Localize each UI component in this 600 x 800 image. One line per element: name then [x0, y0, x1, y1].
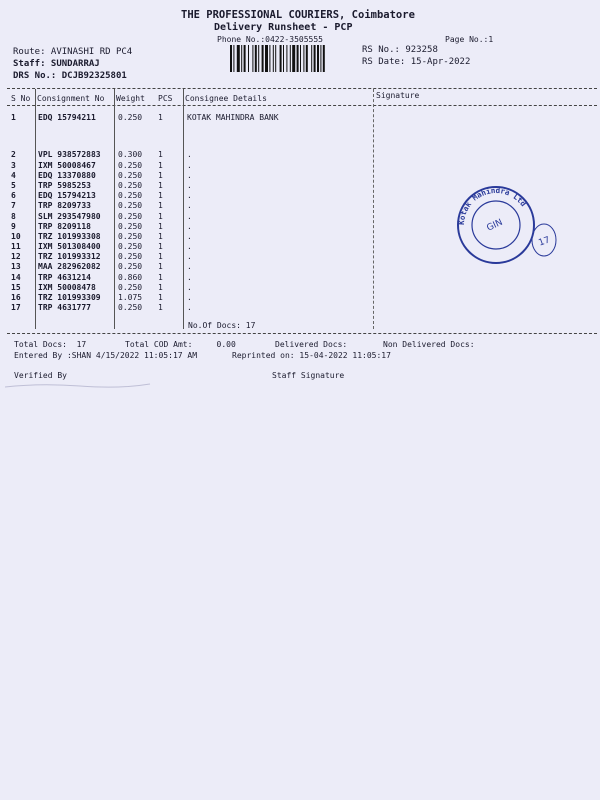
- row-consignment-no: TRP 4631214: [38, 273, 91, 282]
- row-weight: 0.860: [118, 273, 143, 282]
- no-of-docs: No.Of Docs: 17: [188, 321, 256, 330]
- row-pcs: 1: [158, 273, 163, 282]
- table-row: [0, 150, 600, 160]
- staff-name: Staff: SUNDARRAJ: [13, 59, 100, 69]
- row-pcs: 1: [158, 303, 163, 312]
- row-pcs: 1: [158, 252, 163, 261]
- non-delivered-docs: Non Delivered Docs:: [383, 340, 475, 349]
- svg-text:Kotak Mahindra Ltd: [457, 186, 528, 225]
- row-sno: 2: [11, 150, 16, 159]
- row-sno: 5: [11, 181, 16, 190]
- page-number: Page No.:1: [445, 35, 494, 44]
- row-sno: 7: [11, 201, 16, 210]
- row-consignee: KOTAK MAHINDRA BANK: [187, 113, 279, 122]
- route: Route: AVINASHI RD PC4: [13, 47, 133, 57]
- bank-stamp: [452, 182, 562, 272]
- row-consignee: .: [187, 252, 192, 261]
- row-consignee: .: [187, 283, 192, 292]
- row-sno: 15: [11, 283, 21, 292]
- row-consignee: .: [187, 150, 192, 159]
- row-consignment-no: TRP 4631777: [38, 303, 91, 312]
- row-consignment-no: IXM 50008478: [38, 283, 96, 292]
- row-sno: 13: [11, 262, 21, 271]
- stamp-count: 17: [537, 235, 552, 249]
- row-sno: 16: [11, 293, 21, 302]
- row-weight: 0.250: [118, 201, 143, 210]
- row-weight: 0.250: [118, 181, 143, 190]
- row-consignee: .: [187, 232, 192, 241]
- row-sno: 3: [11, 161, 16, 170]
- delivered-docs: Delivered Docs:: [275, 340, 348, 349]
- row-sno: 12: [11, 252, 21, 261]
- header-bottom-rule: [7, 105, 597, 106]
- row-weight: 0.250: [118, 222, 143, 231]
- row-sno: 4: [11, 171, 16, 180]
- row-pcs: 1: [158, 212, 163, 221]
- row-pcs: 1: [158, 150, 163, 159]
- row-consignment-no: TRZ 101993309: [38, 293, 101, 302]
- row-pcs: 1: [158, 232, 163, 241]
- drs-number: DRS No.: DCJB92325801: [13, 71, 127, 81]
- row-sno: 14: [11, 273, 21, 282]
- table-row: [0, 171, 600, 181]
- row-pcs: 1: [158, 171, 163, 180]
- row-weight: 0.250: [118, 242, 143, 251]
- table-row: [0, 161, 600, 171]
- table-row: [0, 293, 600, 303]
- reprinted-on: Reprinted on: 15-04-2022 11:05:17: [232, 351, 391, 360]
- row-consignment-no: MAA 282962082: [38, 262, 101, 271]
- header-top-rule: [7, 88, 597, 89]
- table-row: [0, 283, 600, 293]
- row-consignment-no: EDQ 15794211: [38, 113, 96, 122]
- row-consignment-no: TRP 8209733: [38, 201, 91, 210]
- column-pcs: PCS: [158, 94, 173, 103]
- row-weight: 0.250: [118, 252, 143, 261]
- row-consignee: .: [187, 242, 192, 251]
- document-title: Delivery Runsheet - PCP: [214, 22, 353, 33]
- row-consignee: .: [187, 293, 192, 302]
- column-sno: S No: [11, 94, 31, 103]
- row-pcs: 1: [158, 262, 163, 271]
- column-consignee: Consignee Details: [185, 94, 267, 103]
- scan-smudge: [0, 375, 600, 405]
- row-sno: 9: [11, 222, 16, 231]
- row-pcs: 1: [158, 113, 163, 122]
- total-cod-amount: Total COD Amt: 0.00: [125, 340, 236, 349]
- row-sno: 10: [11, 232, 21, 241]
- row-sno: 6: [11, 191, 16, 200]
- barcode: [230, 45, 356, 72]
- row-consignment-no: VPL 938572883: [38, 150, 101, 159]
- table-row: [0, 303, 600, 313]
- row-pcs: 1: [158, 181, 163, 190]
- table-row: [0, 113, 600, 123]
- row-consignment-no: TRP 5985253: [38, 181, 91, 190]
- row-weight: 0.250: [118, 283, 143, 292]
- row-consignee: .: [187, 191, 192, 200]
- row-pcs: 1: [158, 201, 163, 210]
- row-weight: 0.250: [118, 303, 143, 312]
- row-sno: 1: [11, 113, 16, 122]
- row-consignment-no: EDQ 13370880: [38, 171, 96, 180]
- row-consignment-no: IXM 50008467: [38, 161, 96, 170]
- row-pcs: 1: [158, 191, 163, 200]
- row-pcs: 1: [158, 242, 163, 251]
- row-sno: 11: [11, 242, 21, 251]
- column-signature: Signature: [376, 91, 420, 100]
- table-bottom-rule: [7, 333, 597, 334]
- row-consignee: .: [187, 212, 192, 221]
- row-consignee: .: [187, 262, 192, 271]
- row-pcs: 1: [158, 283, 163, 292]
- company-name: THE PROFESSIONAL COURIERS, Coimbatore: [181, 9, 415, 21]
- row-consignee: .: [187, 171, 192, 180]
- row-consignment-no: SLM 293547980: [38, 212, 101, 221]
- rs-date: RS Date: 15-Apr-2022: [362, 57, 471, 67]
- stamp-text: Kotak Mahindra Ltd: [456, 185, 529, 226]
- row-pcs: 1: [158, 222, 163, 231]
- row-weight: 0.250: [118, 262, 143, 271]
- row-sno: 8: [11, 212, 16, 221]
- row-consignee: .: [187, 161, 192, 170]
- row-consignment-no: EDQ 15794213: [38, 191, 96, 200]
- rs-number: RS No.: 923258: [362, 45, 438, 55]
- staff-signature: Staff Signature: [272, 371, 345, 380]
- column-consignment: Consignment No: [37, 94, 105, 103]
- row-consignee: .: [187, 201, 192, 210]
- row-weight: 1.075: [118, 293, 143, 302]
- row-weight: 0.250: [118, 171, 143, 180]
- row-weight: 0.250: [118, 113, 143, 122]
- row-sno: 17: [11, 303, 21, 312]
- row-weight: 0.250: [118, 212, 143, 221]
- row-consignment-no: TRP 8209118: [38, 222, 91, 231]
- phone-number: Phone No.:0422-3505555: [217, 35, 323, 44]
- row-consignee: .: [187, 273, 192, 282]
- column-weight: Weight: [116, 94, 145, 103]
- row-consignment-no: TRZ 101993308: [38, 232, 101, 241]
- row-weight: 0.250: [118, 161, 143, 170]
- row-consignment-no: TRZ 101993312: [38, 252, 101, 261]
- row-consignee: .: [187, 303, 192, 312]
- row-consignment-no: IXM 501308400: [38, 242, 101, 251]
- row-weight: 0.300: [118, 150, 143, 159]
- row-weight: 0.250: [118, 191, 143, 200]
- verified-by: Verified By: [14, 371, 67, 380]
- row-consignee: .: [187, 181, 192, 190]
- row-pcs: 1: [158, 293, 163, 302]
- row-weight: 0.250: [118, 232, 143, 241]
- row-consignee: .: [187, 222, 192, 231]
- total-docs: Total Docs: 17: [14, 340, 87, 349]
- stamp-initial: GIN: [485, 217, 505, 234]
- table-row: [0, 273, 600, 283]
- entered-by: Entered By :SHAN 4/15/2022 11:05:17 AM: [14, 351, 198, 360]
- row-pcs: 1: [158, 161, 163, 170]
